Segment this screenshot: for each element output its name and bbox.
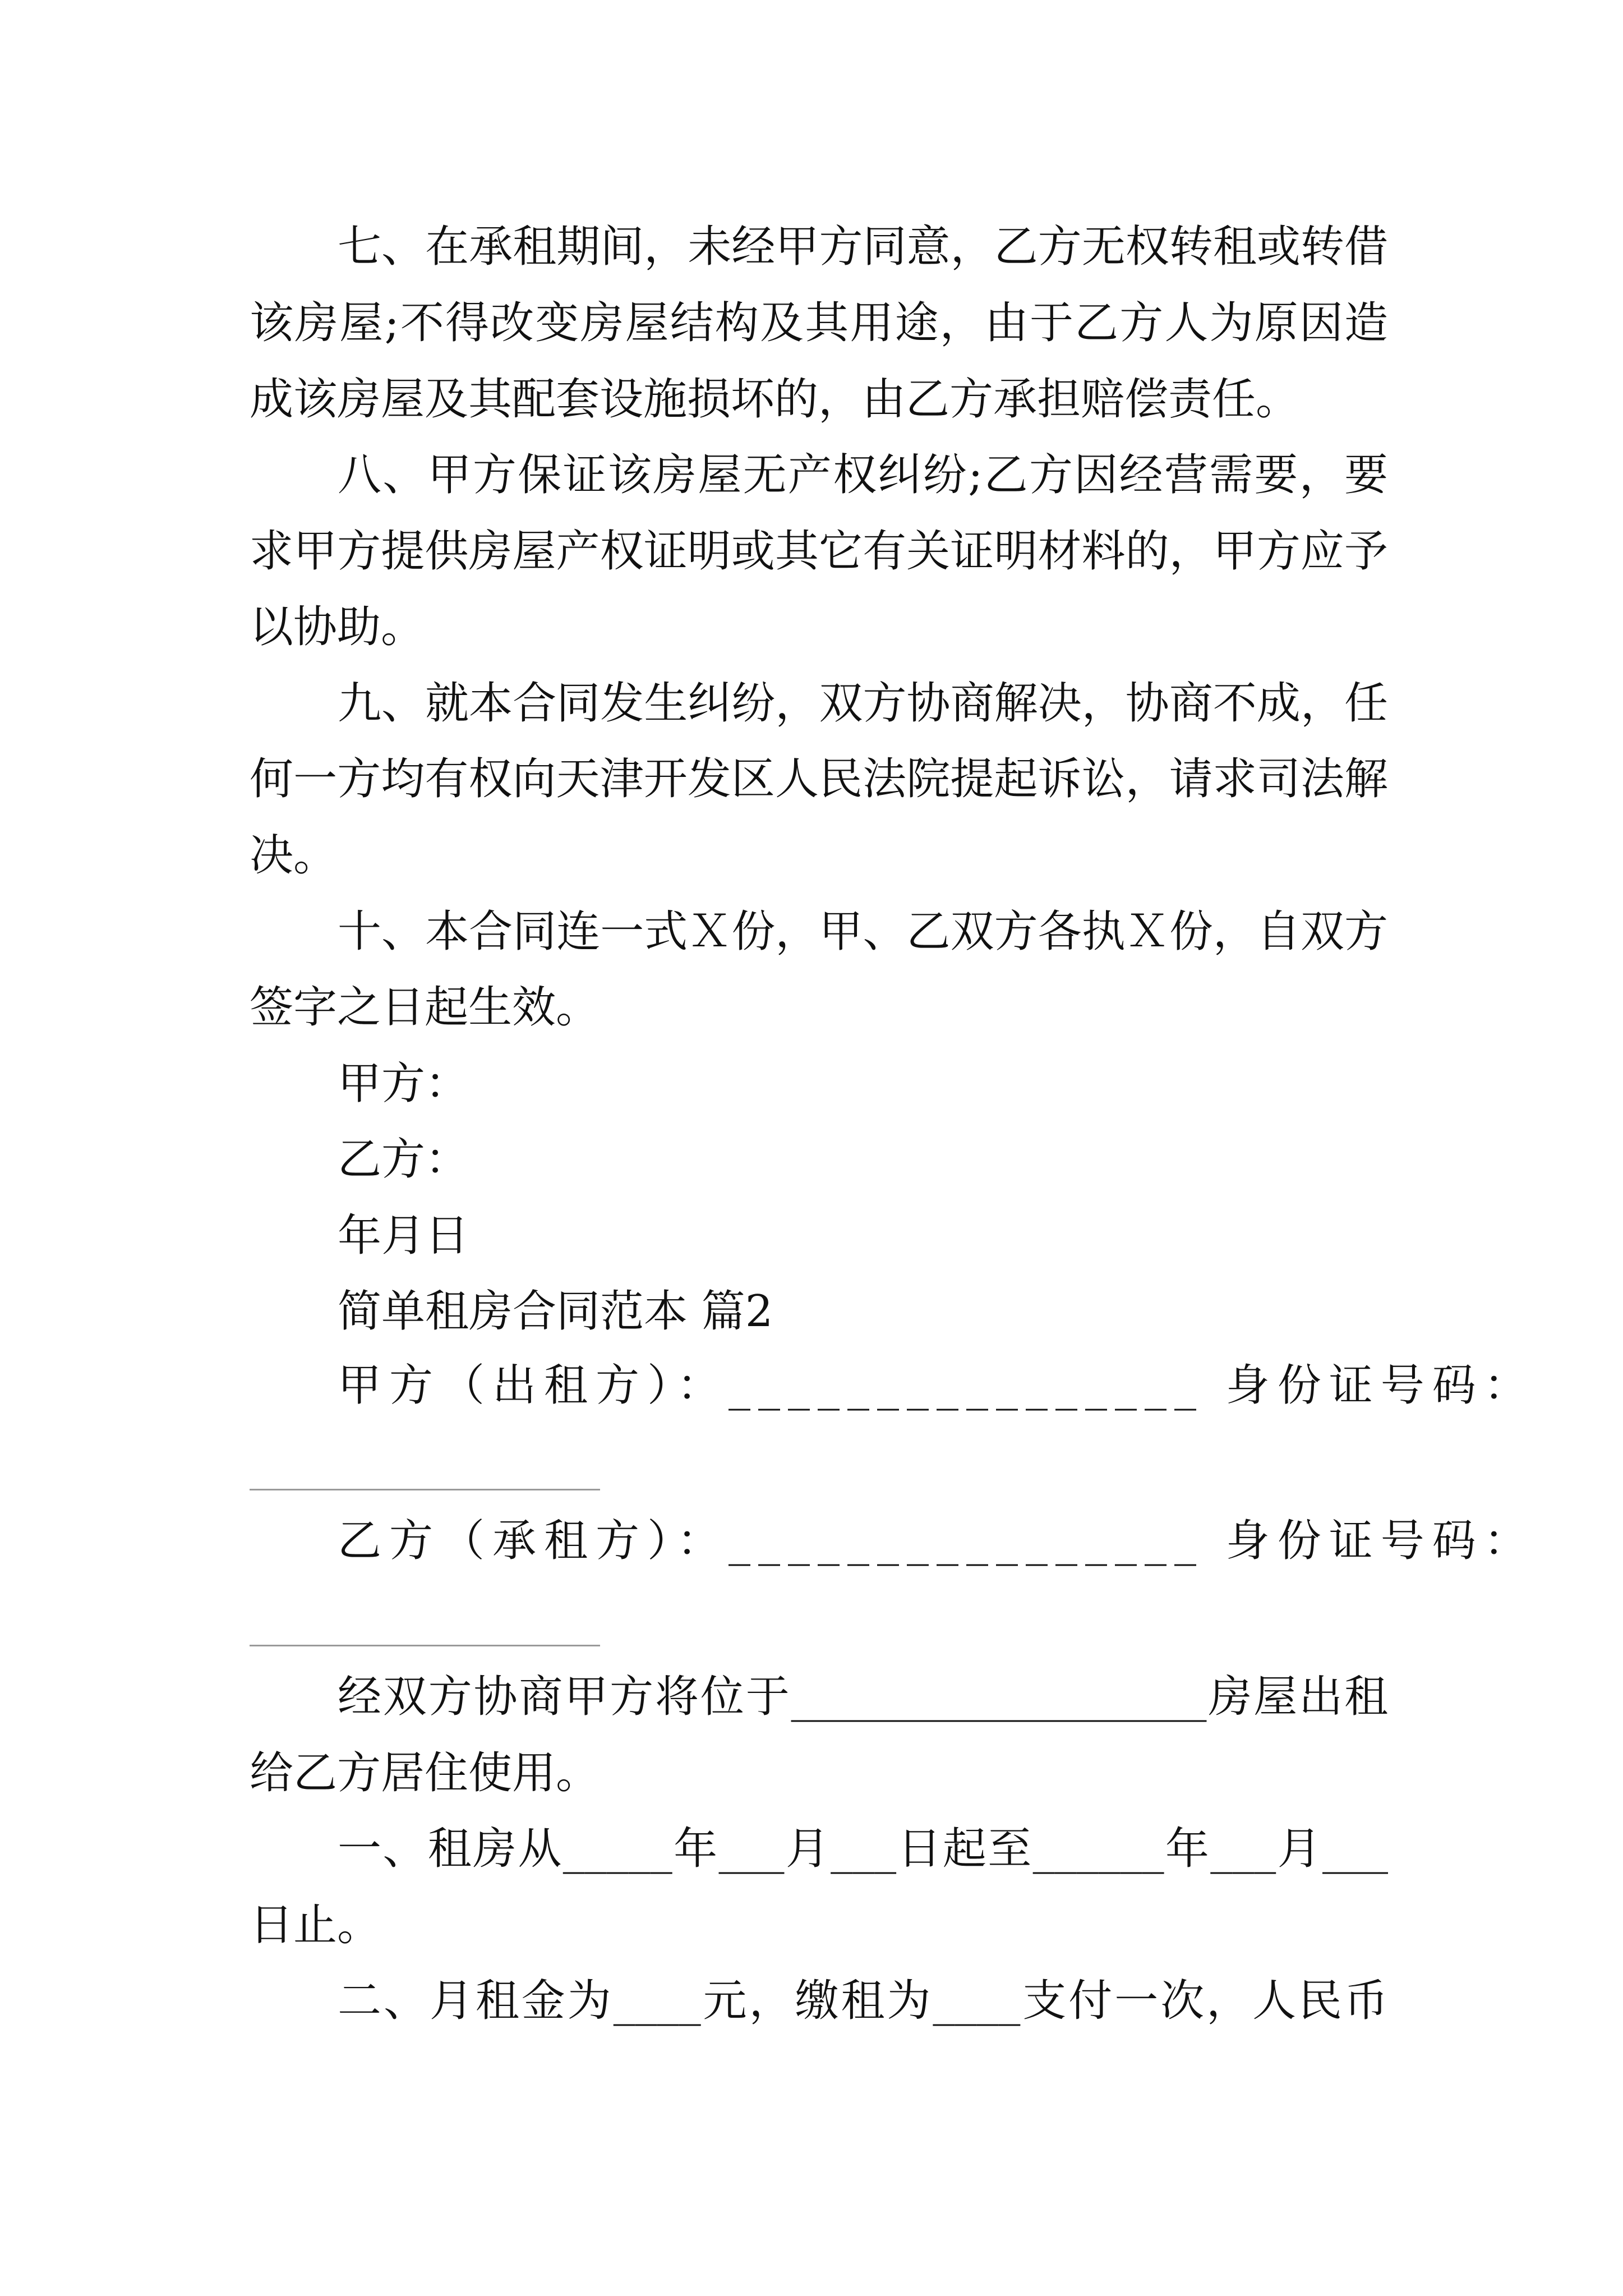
clause-7-line-1: 七、在承租期间，未经甲方同意，乙方无权转租或转借 — [338, 222, 1388, 272]
clause-9-line-2: 何一方均有权向天津开发区人民法院提起诉讼，请求司法解 — [250, 754, 1388, 804]
clause-8-line-1: 八、甲方保证该房屋无产权纠纷;乙方因经营需要，要 — [338, 450, 1388, 500]
term-line-1: 一、租房从_____年___月___日起至______年___月___ — [338, 1824, 1388, 1874]
term-line-2: 日止。 — [250, 1900, 381, 1950]
clause-8-line-3: 以协助。 — [250, 602, 425, 652]
clause-9-line-1: 九、就本合同发生纠纷，双方协商解决，协商不成，任 — [338, 678, 1388, 729]
clause-10-line-2: 签字之日起生效。 — [250, 982, 600, 1033]
property-line-1: 经双方协商甲方将位于___________________房屋出租 — [338, 1672, 1388, 1722]
clause-7-line-2: 该房屋;不得改变房屋结构及其用途，由于乙方人为原因造 — [250, 298, 1388, 348]
clause-8-line-2: 求甲方提供房屋产权证明或其它有关证明材料的，甲方应予 — [250, 526, 1388, 577]
landlord-line: 甲方（出租方）：________________ 身份证号码： — [338, 1360, 1536, 1411]
landlord-id-blank — [250, 1489, 600, 1490]
clause-9-line-3: 决。 — [250, 830, 338, 881]
date-label: 年月日 — [338, 1211, 469, 1261]
party-b-signature-label: 乙方： — [338, 1134, 469, 1185]
tenant-line: 乙方（承租方）：________________ 身份证号码： — [338, 1516, 1536, 1566]
section-heading: 简单租房合同范本 篇2 — [338, 1286, 773, 1337]
clause-7-line-3: 成该房屋及其配套设施损坏的，由乙方承担赔偿责任。 — [250, 374, 1300, 425]
tenant-id-blank — [250, 1645, 600, 1646]
rent-line-1: 二、月租金为____元，缴租为____支付一次，人民币 — [338, 1976, 1388, 2026]
clause-10-line-1: 十、本合同连一式Ｘ份，甲、乙双方各执Ｘ份，自双方 — [338, 907, 1388, 957]
property-line-2: 给乙方居住使用。 — [250, 1748, 600, 1798]
party-a-signature-label: 甲方： — [338, 1059, 469, 1109]
